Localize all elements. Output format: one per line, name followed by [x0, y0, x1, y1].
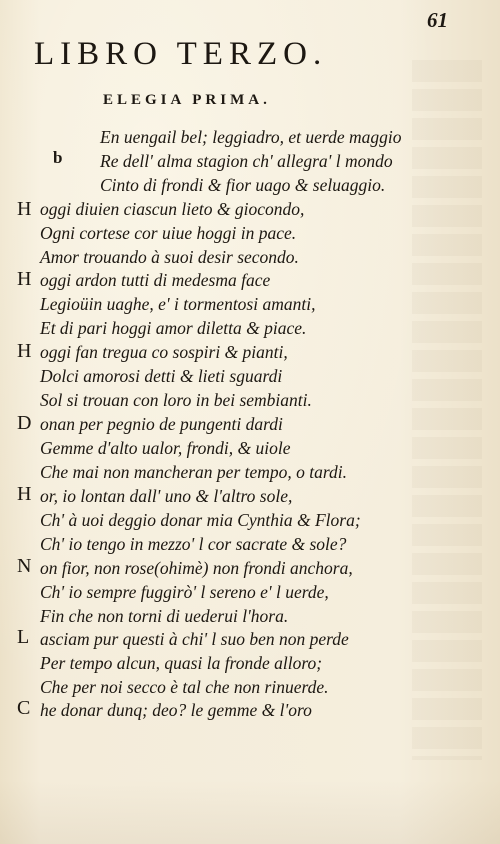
poem-line: Amor trouando à suoi desir secondo. — [40, 247, 299, 267]
stanza-initial: H — [17, 483, 32, 505]
poem-line: Ch' io sempre fuggirò' l sereno e' l uerde, — [40, 582, 329, 602]
poem-line: oggi ardon tutti di medesma face — [40, 270, 271, 290]
book-title: LIBRO TERZO. — [34, 36, 328, 72]
poem-line: Che per noi secco è tal che non rinuerde. — [40, 677, 329, 697]
poem-line: oggi fan tregua co sospiri & pianti, — [40, 342, 288, 362]
poem-line: asciam pur questi à chi' l suo ben non perde — [40, 629, 349, 649]
poem-line: Dolci amorosi detti & lieti sguardi — [40, 366, 283, 386]
poem-line: Legioüin uaghe, e' i tormentosi amanti, — [40, 294, 316, 314]
poem-line: Fin che non torni di uederui l'hora. — [40, 606, 289, 626]
stanza-initial: D — [17, 412, 32, 434]
poem-line: Et di pari hoggi amor diletta & piace. — [40, 318, 307, 338]
show-through-texture — [412, 60, 482, 760]
poem-line: Ogni cortese cor uiue hoggi in pace. — [40, 223, 297, 243]
poem-line: Gemme d'alto ualor, frondi, & uiole — [40, 438, 291, 458]
signature-mark: b — [53, 148, 63, 167]
poem-line: oggi diuien ciascun lieto & giocondo, — [40, 199, 305, 219]
poem-line: Re dell' alma stagion ch' allegra' l mondo — [100, 151, 393, 171]
poem-line: Ch' io tengo in mezzo' l cor sacrate & sole? — [40, 534, 347, 554]
poem-line: on fior, non rose(ohimè) non frondi anchora, — [40, 558, 353, 578]
poem-line: onan per pegnio de pungenti dardi — [40, 414, 283, 434]
poem-line: he donar dunq; deo? le gemme & l'oro — [40, 700, 312, 720]
stanza-initial: N — [17, 555, 32, 577]
poem-line: Che mai non mancheran per tempo, o tardi. — [40, 462, 348, 482]
poem-line: Sol si trouan con loro in bei sembianti. — [40, 390, 312, 410]
stanza-initial: C — [17, 697, 31, 719]
stanza-initial: L — [17, 626, 30, 648]
poem-line: Per tempo alcun, quasi la fronde alloro; — [40, 653, 323, 673]
poem-line: En uengail bel; leggiadro, et uerde maggio — [100, 127, 402, 147]
stanza-initial: H — [17, 198, 32, 220]
stanza-initial: H — [17, 340, 32, 362]
poem-line: or, io lontan dall' uno & l'altro sole, — [40, 486, 293, 506]
poem-line: Ch' à uoi deggio donar mia Cynthia & Flora; — [40, 510, 361, 530]
page-number: 61 — [427, 8, 448, 32]
elegy-subtitle: ELEGIA PRIMA. — [103, 92, 271, 108]
page-shadow — [0, 780, 500, 844]
stanza-initial: H — [17, 268, 32, 290]
poem-line: Cinto di frondi & fior uago & seluaggio. — [100, 175, 386, 195]
